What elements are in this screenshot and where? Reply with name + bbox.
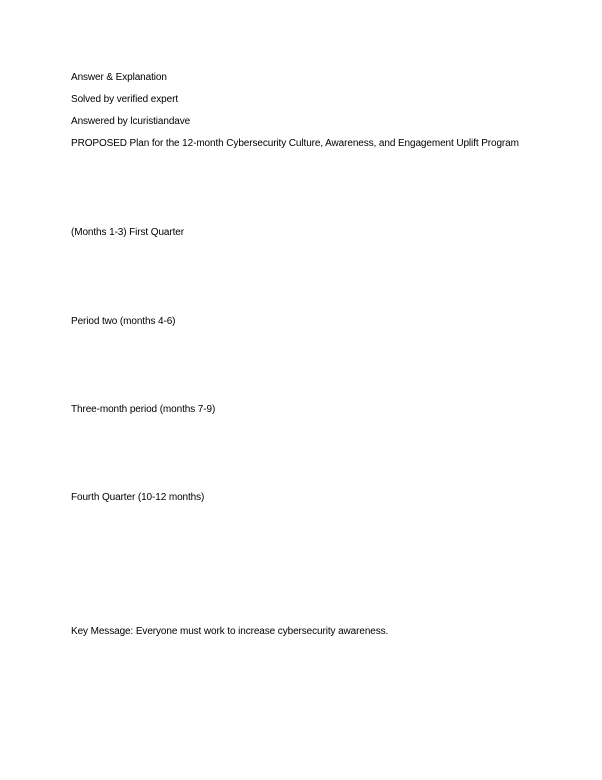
section-three-month-period: Three-month period (months 7-9) (71, 404, 216, 415)
section-period-two: Period two (months 4-6) (71, 316, 176, 327)
proposed-plan-title: PROPOSED Plan for the 12-month Cybersecurity Culture, Awareness, and Engagement Uplift Program (71, 138, 519, 149)
answer-explanation-heading: Answer & Explanation (71, 72, 167, 83)
answered-by-label: Answered by lcuristiandave (71, 116, 191, 127)
key-message: Key Message: Everyone must work to increase cybersecurity awareness. (71, 626, 389, 637)
section-first-quarter: (Months 1-3) First Quarter (71, 227, 184, 238)
section-fourth-quarter: Fourth Quarter (10-12 months) (71, 492, 205, 503)
solved-by-label: Solved by verified expert (71, 94, 179, 105)
